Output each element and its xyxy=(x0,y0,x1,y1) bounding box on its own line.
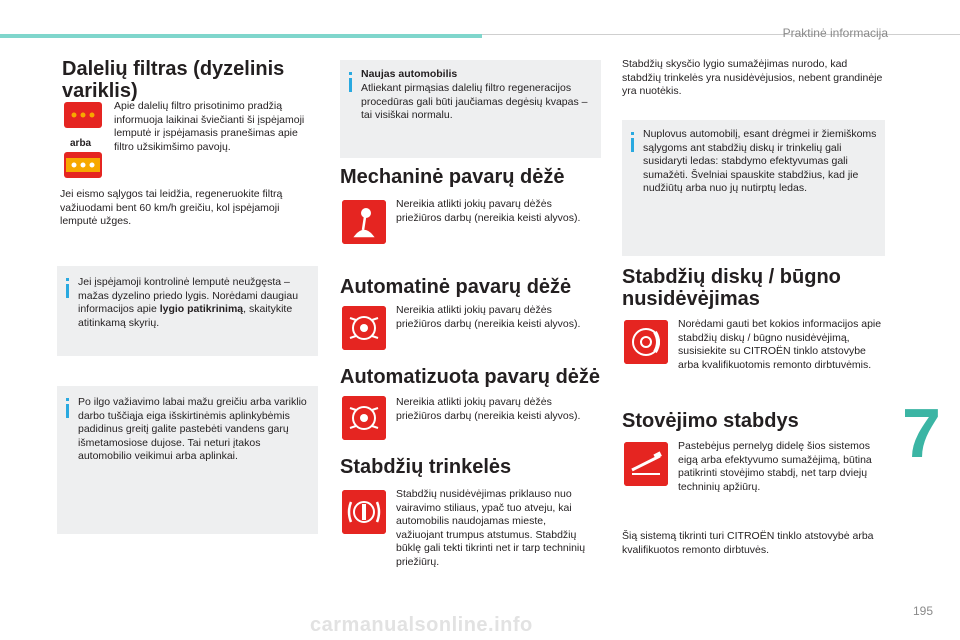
automatic-gearbox-title: Automatinė pavarų dėžė xyxy=(340,276,572,298)
info-vapour-text: Po ilgo važiavimo labai mažu greičiu arba variklio darbo tuščiąja eiga išskirtinėmis aplinkybėmis padidinus greitį galite pastebėti vandens garų išmetamosiose dujose. Tai neturi įtakos automobilio veikimui arba aplinkai. xyxy=(78,396,307,463)
dpf-title: Dalelių filtras (dyzelinis variklis) xyxy=(62,58,285,102)
info-icon xyxy=(631,132,634,135)
info-icon xyxy=(349,72,352,75)
info-icon-bar xyxy=(66,404,69,418)
section-header: Praktinė informacija xyxy=(782,26,888,40)
info-icon xyxy=(66,398,69,401)
disc-wear-text: Norėdami gauti bet kokios informacijos apie stabdžių diskų / būgno nusidėvėjimą, susisiekite su CITROËN tinklo atstovybe arba kvalifikuotomis remonto dirbtuvėmis. xyxy=(678,318,882,371)
info-icon xyxy=(66,278,69,281)
top-accent-bar xyxy=(0,34,482,38)
watermark: carmanualsonline.info xyxy=(310,614,533,636)
dpf-intro: Apie dalelių filtro prisotinimo pradžią informuoja laikinai šviečianti ši įspėjamoji lemputė ir įspėjamasis pranešimas apie filtro užsikimšimo pavojų. xyxy=(114,100,305,153)
new-car-text: Atliekant pirmąsias dalelių filtro regeneracijos procedūras gali būti jaučiamas degėsių kvapas – tai visiškai normalu. xyxy=(361,82,588,122)
info-icon-bar xyxy=(631,138,634,152)
parking-brake-icon xyxy=(624,442,668,486)
manual-gearbox-title: Mechaninė pavarų dėžė xyxy=(340,166,565,188)
dpf-warning-icon-1 xyxy=(64,102,102,128)
automated-gearbox-text: Nereikia atlikti jokių pavarų dėžės priežiūros darbų (nereikia keisti alyvos). xyxy=(396,396,581,422)
gear-lever-icon xyxy=(342,200,386,244)
automatic-gearbox-icon xyxy=(342,306,386,350)
parking-brake-bottom-text: Šią sistemą tikrinti turi CITROËN tinklo atstovybė arba kvalifikuotos remonto dirbtuvės. xyxy=(622,530,874,556)
info-ice-text: Nuplovus automobilį, esant drėgmei ir žiemiškoms sąlygoms ant stabdžių diskų ir trinkelių gali susidaryti ledas: stabdymo efektyvumas gali sumažėti. Švelniai spauskite stabdžius, kad jie nudžiūtų arba nuo jų nutirptų ledas. xyxy=(643,128,877,195)
brake-disc-icon xyxy=(624,320,668,364)
automated-gearbox-icon xyxy=(342,396,386,440)
top-rule xyxy=(482,34,960,35)
brake-pads-icon xyxy=(342,490,386,534)
info-icon-bar xyxy=(66,284,69,298)
info-icon-bar xyxy=(349,78,352,92)
page-number: 195 xyxy=(913,604,934,618)
chapter-number: 7 xyxy=(902,394,941,472)
dpf-warning-icon-2 xyxy=(64,152,102,178)
manual-gearbox-text: Nereikia atlikti jokių pavarų dėžės priežiūros darbų (nereikia keisti alyvos). xyxy=(396,198,581,224)
icon-or-label: arba xyxy=(70,138,92,149)
new-car-title: Naujas automobilis xyxy=(361,68,458,80)
dpf-para: Jei eismo sąlygos tai leidžia, regeneruokite filtrą važiuodami bent 60 km/h greičiu, kol įspėjamoji lemputė užges. xyxy=(60,188,283,228)
disc-wear-title: Stabdžių diskų / būgno nusidėvėjimas xyxy=(622,266,841,310)
brake-pads-title: Stabdžių trinkelės xyxy=(340,456,512,478)
parking-brake-text: Pastebėjus pernelyg didelę šios sistemos eigą arba efektyvumo sumažėjimą, būtina patikrinti stovėjimo stabdį, net tarp dviejų techninių apžiūrų. xyxy=(678,440,872,493)
brake-fluid-text: Stabdžių skysčio lygio sumažėjimas nurodo, kad stabdžių trinkelės yra nusidėvėjusios, nebent grandinėje yra nuotėkis. xyxy=(622,58,883,98)
parking-brake-title: Stovėjimo stabdys xyxy=(622,410,799,432)
brake-pads-text: Stabdžių nusidėvėjimas priklauso nuo vairavimo stiliaus, ypač tuo atveju, kai automobilis naudojamas mieste, važiuojant trumpus atstumus. Stabdžių būklę gali tekti tikrinti net ir tarp techninių priežiūrų. xyxy=(396,488,586,568)
automatic-gearbox-text: Nereikia atlikti jokių pavarų dėžės priežiūros darbų (nereikia keisti alyvos). xyxy=(396,304,581,330)
info-additive-text: Jei įspėjamoji kontrolinė lemputė neužgęsta – mažas dyzelino priedo lygis. Norėdami daugiau informacijos apie lygio patikrinimą, skaitykite atitinkamą skyrių. xyxy=(78,276,299,329)
automated-gearbox-title: Automatizuota pavarų dėžė xyxy=(340,366,601,388)
